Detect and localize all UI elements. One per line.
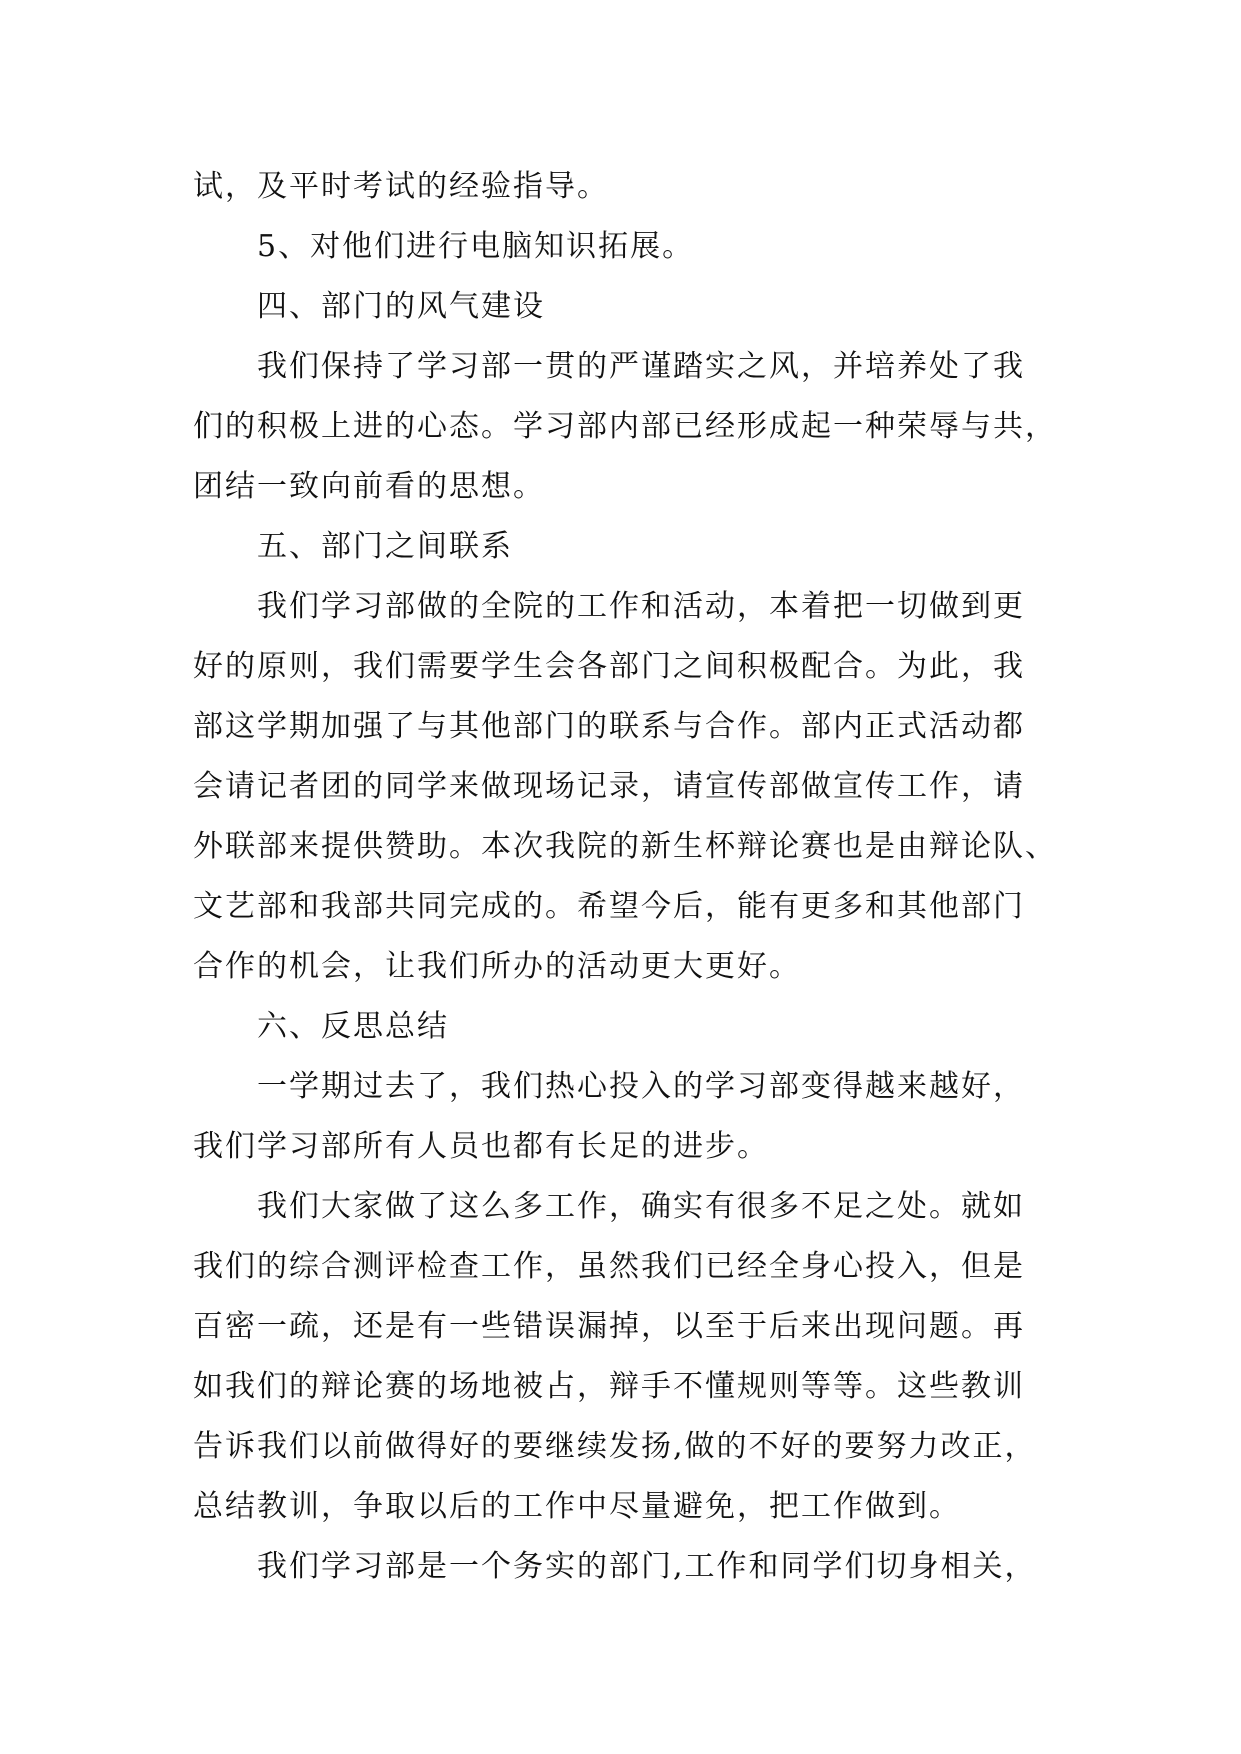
section-heading-5: 五、部门之间联系	[257, 529, 513, 564]
text-line: 合作的机会，让我们所办的活动更大更好。	[193, 949, 801, 984]
text-line: 我们学习部所有人员也都有长足的进步。	[193, 1129, 769, 1164]
text-line: 我们的综合测评检查工作，虽然我们已经全身心投入，但是	[193, 1249, 1025, 1284]
text-line: 试，及平时考试的经验指导。	[193, 169, 609, 204]
text-line: 告诉我们以前做得好的要继续发扬,做的不好的要努力改正，	[193, 1429, 1037, 1464]
text-line: 我们学习部是一个务实的部门,工作和同学们切身相关，	[257, 1549, 1037, 1584]
section-heading-6: 六、反思总结	[257, 1009, 449, 1044]
text-line: 总结教训，争取以后的工作中尽量避免，把工作做到。	[193, 1489, 961, 1524]
text-line: 文艺部和我部共同完成的。希望今后，能有更多和其他部门	[193, 889, 1025, 924]
list-item-5: 5、对他们进行电脑知识拓展。	[257, 229, 695, 264]
text-line: 团结一致向前看的思想。	[193, 469, 545, 504]
text-line: 我们保持了学习部一贯的严谨踏实之风，并培养处了我	[257, 349, 1025, 384]
text-line: 会请记者团的同学来做现场记录，请宣传部做宣传工作，请	[193, 769, 1025, 804]
text-line: 如我们的辩论赛的场地被占，辩手不懂规则等等。这些教训	[193, 1369, 1025, 1404]
section-heading-4: 四、部门的风气建设	[257, 289, 545, 324]
text-line: 们的积极上进的心态。学习部内部已经形成起一种荣辱与共，	[193, 409, 1057, 444]
text-line: 部这学期加强了与其他部门的联系与合作。部内正式活动都	[193, 709, 1025, 744]
text-line: 外联部来提供赞助。本次我院的新生杯辩论赛也是由辩论队、	[193, 829, 1057, 864]
document-body	[193, 157, 1073, 1597]
text-line: 好的原则，我们需要学生会各部门之间积极配合。为此，我	[193, 649, 1025, 684]
text-line: 百密一疏，还是有一些错误漏掉，以至于后来出现问题。再	[193, 1309, 1025, 1344]
text-line: 我们学习部做的全院的工作和活动，本着把一切做到更	[257, 589, 1025, 624]
text-line: 一学期过去了，我们热心投入的学习部变得越来越好，	[257, 1069, 1025, 1104]
text-line: 我们大家做了这么多工作，确实有很多不足之处。就如	[257, 1189, 1025, 1224]
